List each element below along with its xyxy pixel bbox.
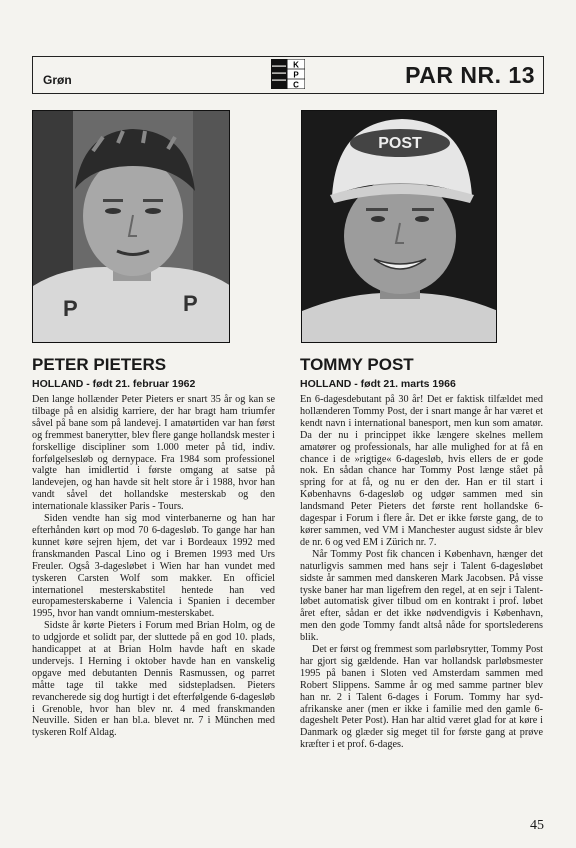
rider-subtitle: HOLLAND - født 21. februar 1962 xyxy=(32,378,196,390)
logo-letter-k: K xyxy=(293,60,299,70)
logo-letter-c: C xyxy=(293,80,299,89)
svg-text:P: P xyxy=(63,296,78,321)
bio-paragraph: Sidste år kørte Pieters i Forum med Brian Holm, og de to udgjorde et solidt par, der sluttede på en god 10. plads, handicappet at at Brian Holm havde haft en skade undervejs. I Herning i oktober havde han en vanskelig opgave med debutanten Dennis Rasmussen, og parret måtte tage til takke med sidstepladsen. Pieters revancherede sig dog hurtigt i det efterfølgende 6-dagesløb i Grenoble, hvor han blev nr. 4 med franskmanden Neuville. Siden er han bl.a. blevet nr. 7 i München med tyskeren Rolf Aldag. xyxy=(32,620,275,739)
bio-paragraph: Når Tommy Post fik chancen i København, hænger det naturligvis sammen med hans sejr i Talent 6-dagesløbet sidste år sammen med danskeren Mark Jacobsen. På visse tyske baner har man ligefrem den regel, at en sejr i Talent-løbet automatisk giver tilbud om en kontrakt i prof. løbet året efter, sådan er det ikke nødvendigvis i København, men den gode Tommy fandt altså nåde for sportslederens blik. xyxy=(300,548,543,644)
team-label: Grøn xyxy=(43,73,72,87)
logo-letter-p: P xyxy=(293,70,299,80)
rider-name: TOMMY POST xyxy=(300,355,414,374)
pair-header xyxy=(32,56,544,94)
cap-text: POST xyxy=(378,135,422,152)
photo-peter-pieters xyxy=(32,110,230,343)
svg-text:P: P xyxy=(183,291,198,316)
rider-subtitle: HOLLAND - født 21. marts 1966 xyxy=(300,378,456,390)
photo-tommy-post xyxy=(301,110,497,343)
pair-title: PAR NR. 13 xyxy=(405,62,535,88)
rider-name: PETER PIETERS xyxy=(32,355,167,374)
bio-paragraph: Det er først og fremmest som parløbsrytter, Tommy Post har gjort sig gældende. Han var hollandsk parløbsmester 1995 på banen i Sloten ved Amsterdam sammen med Robert Slippens. Samme år og med samme partner blev han nr. 2 i Talent 6-dages i Forum. Tommy har syd-afrikanske aner (men er ikke i familie med den gamle 6-dageshelt Peter Post). Han har altid været glad for at køre i Danmark og glæder sig meget til for første gang at prøve kræfter i et prof. 6-dages. xyxy=(300,644,543,751)
kpc-logo xyxy=(271,59,305,89)
bio-paragraph: En 6-dagesdebutant på 30 år! Det er faktisk tilfældet med hollænderen Tommy Post, der i snart mange år har været et kendt navn i international banesport, men kun som amatør. Da der nu i princippet ikke længere skelnes mellem amatører og professionals, har alle mulighed for at få en chance i de »rigtige« 6-dagesløb, hvis ellers de er gode nok. En sådan chance har Tommy Post længe stået på spring for at få, og nu er den der. Han er til start i Københavns 6-dagesløb og udgør sammen med sin landsmand Peter Pieters det første rent hollandske 6-dagespar i Forum i flere år. Det er ikke første gang, de to kører sammen, ved VM i Manchester august sidste år blev de nr. 6 og ved EM i Zürich nr. 7. xyxy=(300,394,543,548)
page-number: 45 xyxy=(530,818,544,833)
bio-paragraph: Den lange hollænder Peter Pieters er snart 35 år og kan se tilbage på en alsidig karriere, der har bragt ham triumfer såvel på bane som på landevej. I amatørtiden var han først og fremmest banerytter, blev flere gange hollandsk mester i forskellige discipliner som 1.000 meter på tid, indiv. forfølgelsesløb og dernypace. Fra 1984 som professionel valgte han imidlertid i første omgang at satse på landevejen, og han havde sit helt store år i 1988, hvor han vandt såvel det hollandske mesterskab og den internationale klassiker Paris - Tours. xyxy=(32,394,275,513)
rider-column-peter-pieters xyxy=(32,355,275,739)
bio-paragraph: Siden vendte han sig mod vinterbanerne og han har efterhånden kørt op mod 70 6-dagesløb. To gange har han kunnet køre sejren hjem, det var i Bordeaux 1992 med franskmanden Pascal Lino og i Bremen 1993 med Urs Freuler. Også 3-dagesløbet i Wien har han vundet med tyskeren Carsten Wolf som makker. En officiel internationel mesterskabstitel hentede han ved europamesterskaberne i Valencia i Spanien i december 1995, hvor han vandt omnium-mesterskabet. xyxy=(32,513,275,620)
rider-column-tommy-post xyxy=(300,355,543,751)
